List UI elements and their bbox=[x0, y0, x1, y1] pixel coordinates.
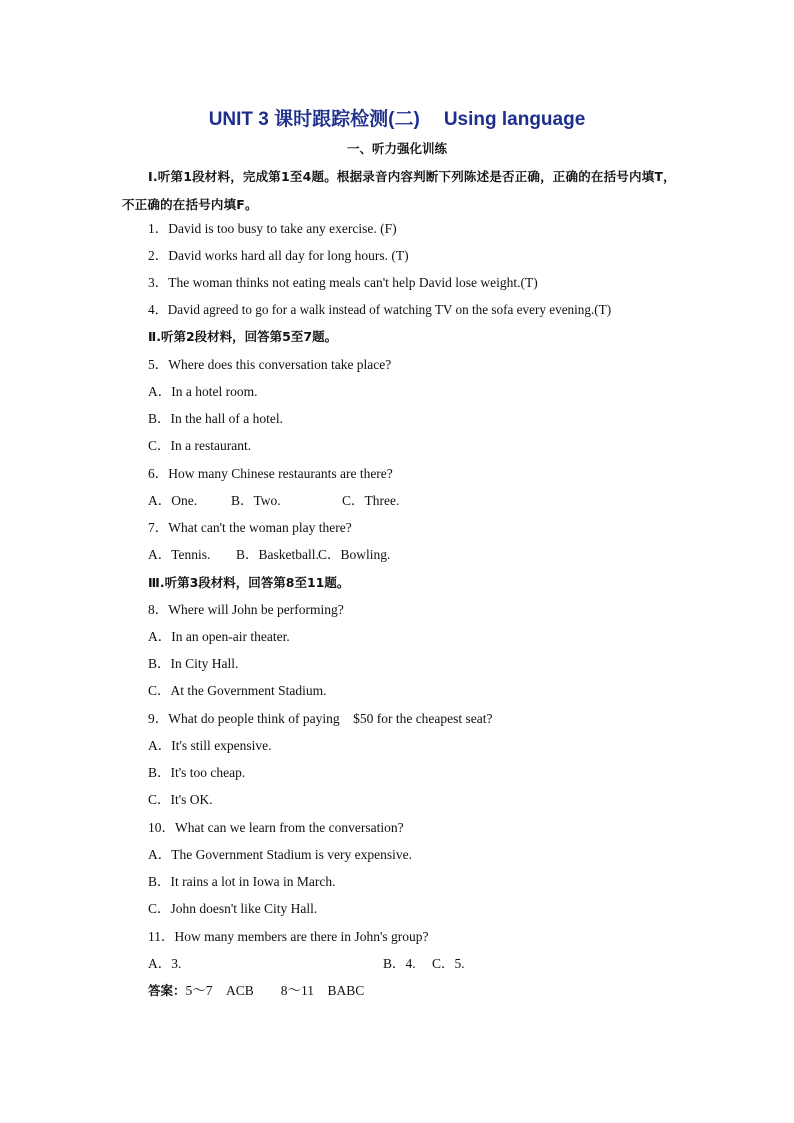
q10-option-c: C．John doesn't like City Hall. bbox=[148, 901, 318, 916]
q7-options bbox=[148, 546, 390, 564]
q6-option-c: C．Three. bbox=[342, 493, 400, 508]
statement-1: 1．David is too busy to take any exercise. (F) bbox=[148, 221, 397, 236]
q5-option-b: B．In the hall of a hotel. bbox=[148, 411, 283, 426]
q8-option-a: A．In an open-air theater. bbox=[148, 629, 290, 644]
q9-option-a: A．It's still expensive. bbox=[148, 738, 272, 753]
q6-option-b: B．Two. bbox=[231, 493, 281, 508]
title-sub: Using language bbox=[443, 109, 586, 130]
q8-option-c: C．At the Government Stadium. bbox=[148, 683, 327, 698]
page-title bbox=[0, 104, 794, 131]
q10-option-b: B．It rains a lot in Iowa in March. bbox=[148, 874, 336, 889]
q11-option-b: B．4. bbox=[383, 956, 416, 971]
statement-3: 3．The woman thinks not eating meals can't help David lose weight.(T) bbox=[148, 275, 538, 290]
q7-option-c: C．Bowling. bbox=[318, 547, 391, 562]
q9-option-c: C．It's OK. bbox=[148, 792, 213, 807]
q7-option-a: A．Tennis. bbox=[148, 547, 211, 562]
question-5: 5．Where does this conversation take place? bbox=[148, 357, 392, 372]
section-heading: 一、听力强化训练 bbox=[346, 141, 447, 156]
q7-option-b: B．Basketball. bbox=[236, 547, 319, 562]
answer-text: 5～7 ACB 8～11 BABC bbox=[185, 983, 365, 998]
title-main: UNIT 3 课时跟踪检测(二) bbox=[208, 109, 420, 130]
answer-label: 答案： bbox=[148, 983, 186, 998]
q6-options bbox=[148, 492, 399, 510]
q11-option-a: A．3. bbox=[148, 956, 182, 971]
section1-intro: Ⅰ.听第1段材料，完成第1至4题。根据录音内容判断下列陈述是否正确，正确的在括号内填T，不正确的在括号内填F。 bbox=[122, 169, 676, 212]
question-9: 9．What do people think of paying $50 for the cheapest seat? bbox=[148, 711, 493, 726]
question-11: 11．How many members are there in John's group? bbox=[148, 929, 429, 944]
question-6: 6．How many Chinese restaurants are there? bbox=[148, 466, 393, 481]
q5-option-a: A．In a hotel room. bbox=[148, 384, 258, 399]
q9-option-b: B．It's too cheap. bbox=[148, 765, 246, 780]
section3-header: Ⅲ.听第3段材料，回答第8至11题。 bbox=[148, 575, 350, 590]
q10-option-a: A．The Government Stadium is very expensive. bbox=[148, 847, 412, 862]
question-7: 7．What can't the woman play there? bbox=[148, 520, 352, 535]
question-10: 10．What can we learn from the conversation? bbox=[148, 820, 404, 835]
q5-option-c: C．In a restaurant. bbox=[148, 438, 252, 453]
section2-header: Ⅱ.听第2段材料，回答第5至7题。 bbox=[148, 329, 338, 344]
answer-line bbox=[148, 982, 364, 1000]
q11-option-c: C．5. bbox=[432, 956, 465, 971]
q11-options bbox=[148, 955, 465, 973]
question-8: 8．Where will John be performing? bbox=[148, 602, 344, 617]
statement-4: 4．David agreed to go for a walk instead of watching TV on the sofa every evening.(T) bbox=[148, 302, 612, 317]
statement-2: 2．David works hard all day for long hours. (T) bbox=[148, 248, 409, 263]
q8-option-b: B．In City Hall. bbox=[148, 656, 239, 671]
q6-option-a: A．One. bbox=[148, 493, 198, 508]
